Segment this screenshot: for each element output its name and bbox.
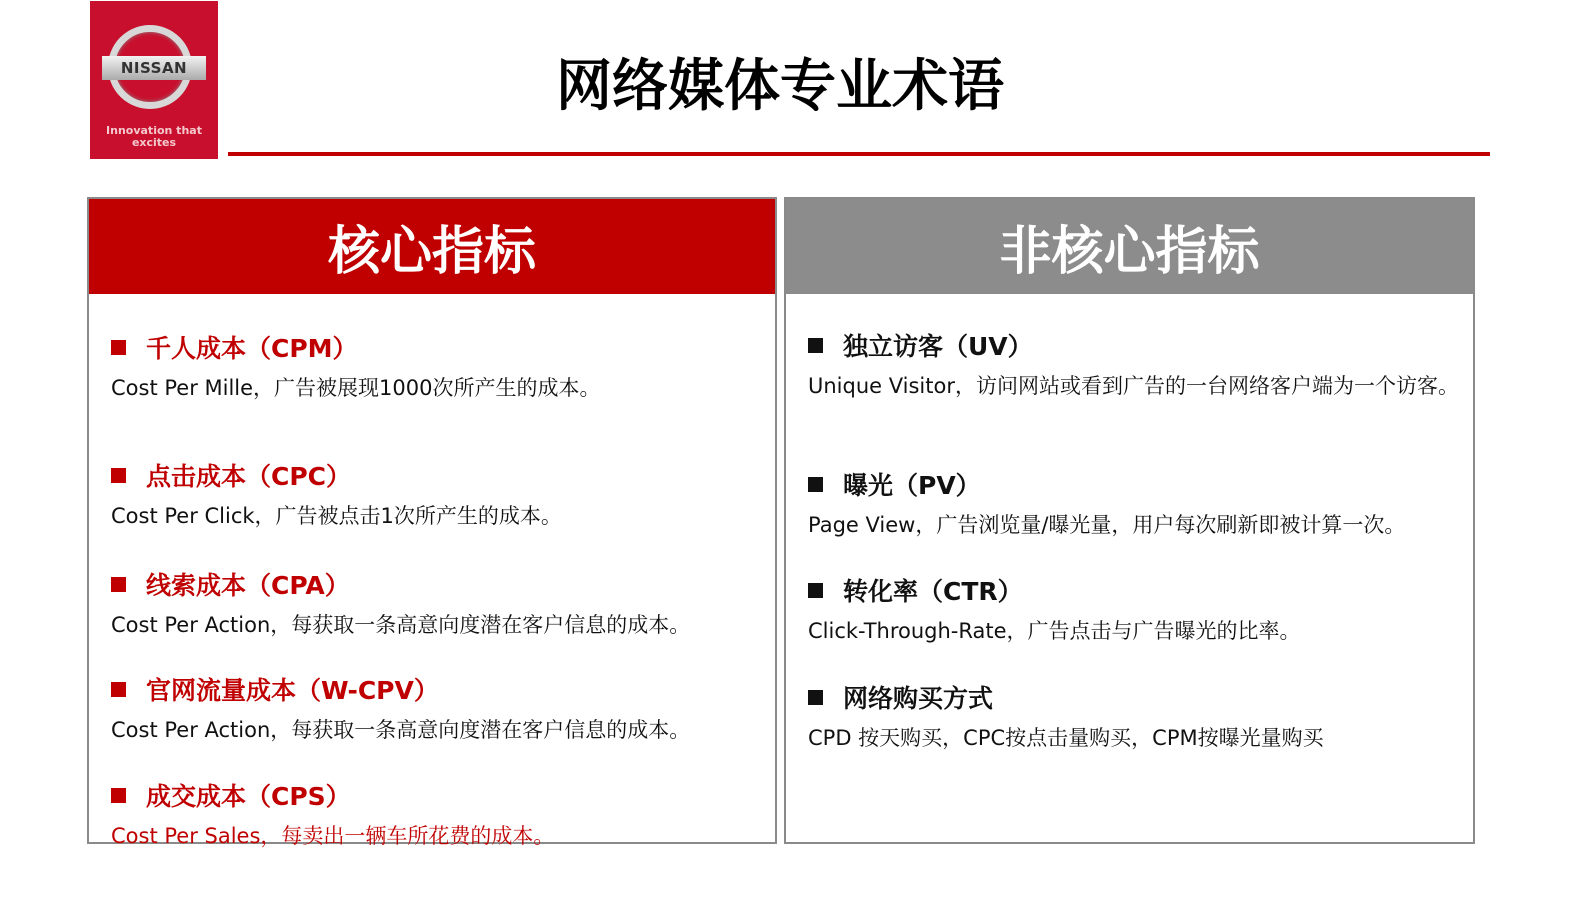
list-item — [111, 671, 761, 747]
core-metrics-panel — [87, 197, 777, 848]
list-item — [808, 327, 1459, 403]
list-item — [111, 329, 761, 405]
nissan-logo — [90, 1, 218, 159]
bullet-square-icon — [808, 338, 823, 353]
item-desc: CPD 按天购买，CPC按点击量购买，CPM按曝光量购买 — [808, 726, 1324, 750]
bullet-square-icon — [111, 577, 126, 592]
item-title: 曝光（PV） — [843, 471, 981, 500]
item-title: 线索成本（CPA） — [146, 571, 350, 600]
item-title: 千人成本（CPM） — [146, 334, 358, 363]
list-item — [808, 466, 1459, 542]
bullet-square-icon — [808, 583, 823, 598]
list-item — [111, 777, 761, 853]
item-desc: Cost Per Click，广告被点击1次所产生的成本。 — [111, 504, 562, 528]
bullet-square-icon — [808, 690, 823, 705]
bullet-square-icon — [111, 340, 126, 355]
list-item — [111, 566, 761, 642]
list-item — [111, 457, 761, 533]
bullet-square-icon — [808, 477, 823, 492]
bullet-square-icon — [111, 468, 126, 483]
item-title: 成交成本（CPS） — [146, 782, 351, 811]
item-desc: Cost Per Mille，广告被展现1000次所产生的成本。 — [111, 376, 601, 400]
item-title: 网络购买方式 — [843, 684, 994, 713]
noncore-metrics-panel — [784, 197, 1475, 844]
list-item — [808, 572, 1459, 648]
bullet-square-icon — [111, 788, 126, 803]
logo-tagline: Innovation that excites — [106, 124, 202, 149]
title-divider — [228, 152, 1490, 156]
item-desc: Click-Through-Rate，广告点击与广告曝光的比率。 — [808, 619, 1301, 643]
bullet-square-icon — [111, 682, 126, 697]
page-title: 网络媒体专业术语 — [556, 54, 1004, 119]
item-desc: Cost Per Action，每获取一条高意向度潜在客户信息的成本。 — [111, 613, 691, 637]
item-desc: Unique Visitor，访问网站或看到广告的一台网络客户端为一个访客。 — [808, 374, 1459, 398]
item-title: 转化率（CTR） — [843, 577, 1023, 606]
item-desc: Page View，广告浏览量/曝光量，用户每次刷新即被计算一次。 — [808, 513, 1406, 537]
item-desc: Cost Per Sales，每卖出一辆车所花费的成本。 — [111, 824, 555, 848]
item-desc: Cost Per Action，每获取一条高意向度潜在客户信息的成本。 — [111, 718, 691, 742]
noncore-metrics-header: 非核心指标 — [786, 199, 1473, 294]
item-title: 官网流量成本（W-CPV） — [146, 676, 439, 705]
core-metrics-header: 核心指标 — [89, 199, 775, 294]
logo-brand: NISSAN — [102, 56, 206, 80]
item-title: 点击成本（CPC） — [146, 462, 352, 491]
item-title: 独立访客（UV） — [843, 332, 1033, 361]
list-item — [808, 679, 1459, 755]
